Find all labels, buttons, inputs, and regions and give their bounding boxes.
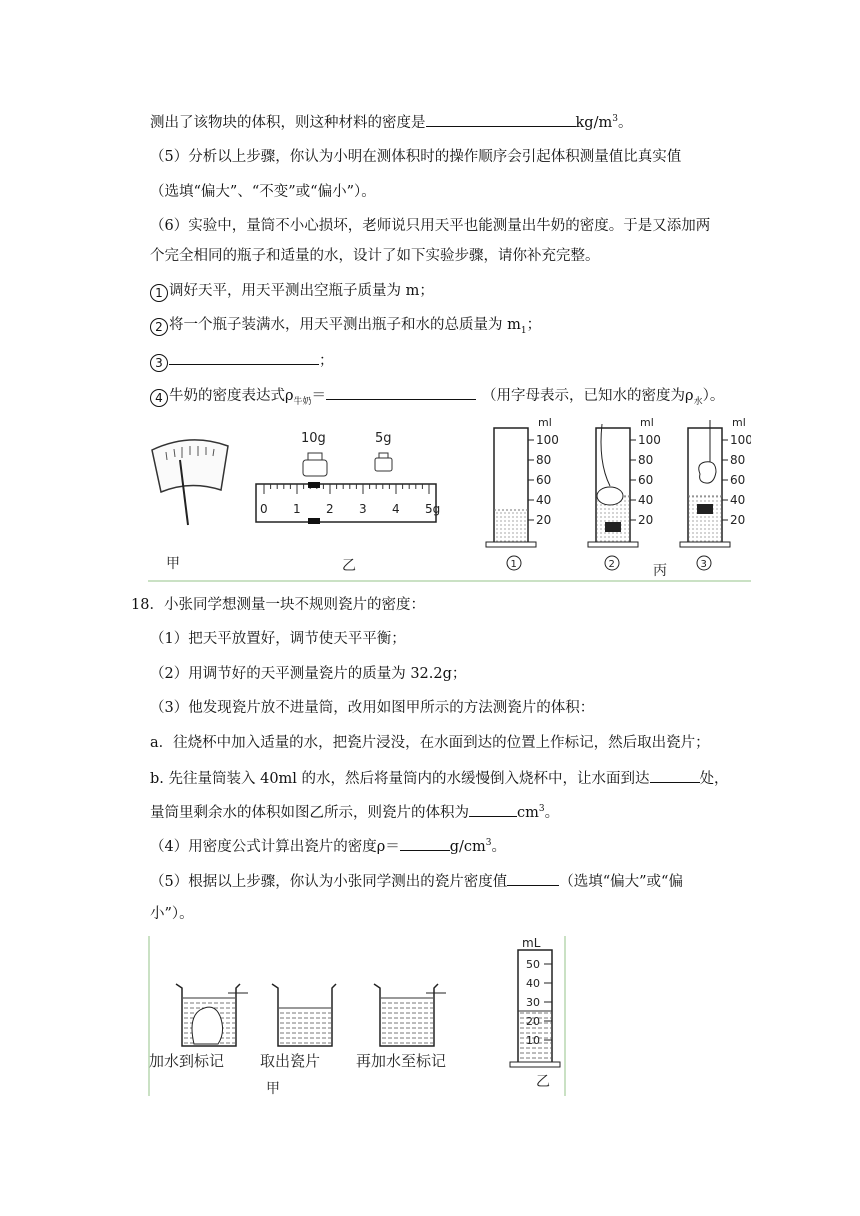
q18-step5 [150, 870, 683, 892]
q18-step3: （3）他发现瓷片放不进量筒，改用如图甲所示的方法测瓷片的体积： [150, 700, 595, 716]
beaker-icon [272, 984, 336, 1046]
cylinder-tick-label: 80 [638, 453, 654, 467]
answer-blank-density[interactable] [426, 111, 576, 127]
q17-part6-line1: （6）实验中，量筒不小心损坏，老师说只用天平也能测量出牛奶的密度。于是又添加两 [150, 218, 711, 234]
step5-text-b: （选填“偏大”或“偏 [559, 874, 683, 890]
punct: 。 [544, 805, 560, 821]
answer-blank-density[interactable] [400, 835, 450, 851]
balance-dial-icon [152, 440, 228, 525]
answer-blank-step3[interactable] [169, 349, 319, 365]
step4-text: （4）用密度公式计算出瓷片的密度ρ＝ [150, 839, 400, 855]
step-b2-text: 量筒里剩余水的体积如图乙所示，则瓷片的体积为 [150, 805, 469, 821]
figure-jia-yi-bing [148, 412, 751, 582]
punct: ； [526, 317, 542, 333]
step4-text: 牛奶的密度表达式ρ [169, 388, 294, 404]
q17-part6-line2: 个完全相同的瓶子和适量的水，设计了如下实验步骤，请你补充完整。 [150, 248, 600, 264]
cylinder-tick-label: 30 [526, 996, 540, 1009]
label-jia: 甲 [266, 1081, 280, 1096]
cylinder-tick-label: 40 [536, 493, 552, 507]
answer-blank-volume[interactable] [469, 801, 517, 817]
punct: ； [419, 283, 434, 299]
q18-step-b-line2 [150, 801, 559, 823]
cylinder-tick-label: 60 [638, 473, 654, 487]
scale-tick-label: 0 [260, 502, 268, 516]
step4-note: （用字母表示，已知水的密度为ρ [482, 388, 694, 404]
cylinder-tick-label: 10 [526, 1034, 540, 1047]
cylinder-unit-label: ml [538, 416, 552, 429]
q18-step5-line2: 小”）。 [150, 906, 194, 922]
subscript: 牛奶 [293, 396, 312, 407]
unit-sup: 3 [485, 838, 492, 849]
cylinder-tick-label: 20 [638, 513, 654, 527]
label-yi: 乙 [342, 558, 356, 574]
weight-10g-icon [303, 453, 327, 476]
label-bing: 丙 [653, 563, 667, 579]
q17-step4 [150, 384, 724, 407]
punct: ； [319, 353, 334, 369]
caption-add-water: 加水到标记 [149, 1052, 225, 1070]
label-jia: 甲 [166, 556, 180, 572]
punct: ）。 [702, 388, 725, 404]
q18-step2: （2）用调节好的天平测量瓷片的质量为 32.2g； [150, 666, 467, 682]
q18-step-a: a．往烧杯中加入适量的水，把瓷片浸没，在水面到达的位置上作标记，然后取出瓷片； [150, 735, 710, 751]
step-number-circle: 3 [150, 354, 168, 372]
scale-tick-label: 4 [392, 502, 400, 516]
scale-tick-label: 5g [425, 502, 441, 516]
unit-sup: 3 [538, 804, 545, 815]
cylinder-tick-label: 100 [730, 433, 751, 447]
scale-tick-label: 1 [293, 502, 301, 516]
cylinder-unit-label: ml [732, 416, 746, 429]
cylinder-number-label: 3 [700, 559, 707, 570]
graduated-cylinder-icon [588, 416, 661, 570]
step2-text: 将一个瓶子装满水，用天平测出瓶子和水的总质量为 m [169, 317, 521, 333]
unit-text: cm [517, 805, 539, 821]
cylinder-tick-label: 100 [536, 433, 559, 447]
cylinder-tick-label: 100 [638, 433, 661, 447]
step5-text: （5）根据以上步骤，你认为小张同学测出的瓷片密度值 [150, 874, 508, 890]
step1-text: 调好天平，用天平测出空瓶子质量为 m [169, 283, 420, 299]
punct: 。 [617, 115, 633, 131]
weight-5g-label: 5g [375, 431, 392, 446]
caption-remove-tile: 取出瓷片 [260, 1052, 321, 1070]
caption-refill: 再加水至标记 [356, 1052, 447, 1070]
q18-step1: （1）把天平放置好，调节使天平平衡； [150, 631, 406, 647]
q17-step2 [150, 315, 541, 336]
cylinder-tick-label: 40 [730, 493, 746, 507]
graduated-cylinder-icon [510, 936, 560, 1067]
punct: 。 [491, 839, 507, 855]
q18-step-b [150, 767, 729, 789]
cylinder-tick-label: 50 [526, 958, 540, 971]
q17-density-text: 测出了该物块的体积，则这种材料的密度是 [150, 115, 426, 131]
q18-step4 [150, 835, 506, 857]
answer-blank-milk-density[interactable] [326, 384, 476, 400]
step-b-text: b. 先往量筒装入 40ml 的水，然后将量筒内的水缓慢倒入烧杯中，让水面到达 [150, 771, 650, 787]
scale-tick-label: 2 [326, 502, 334, 516]
unit-sup: 3 [612, 114, 618, 125]
step-number-circle: 4 [150, 389, 168, 407]
cylinder-number-label: 1 [510, 559, 517, 570]
cylinder-tick-label: 60 [536, 473, 552, 487]
beaker-icon [374, 984, 446, 1046]
weight-5g-icon [375, 453, 392, 471]
cylinder-unit-label: ml [640, 416, 654, 429]
cylinder-tick-label: 40 [638, 493, 654, 507]
weight-10g-label: 10g [301, 431, 326, 446]
answer-blank-bias[interactable] [507, 870, 559, 886]
unit-text: kg/m [575, 115, 613, 131]
cylinder-tick-label: 20 [730, 513, 746, 527]
cylinder-unit-label: mL [522, 936, 541, 950]
label-yi: 乙 [536, 1074, 550, 1090]
unit-text: g/cm [449, 839, 486, 855]
beaker-icon [176, 984, 248, 1046]
subscript: 1 [520, 325, 527, 336]
graduated-cylinder-icon [486, 416, 559, 570]
equals: ＝ [311, 388, 327, 404]
step-number-circle: 2 [150, 318, 168, 336]
cylinder-tick-label: 20 [526, 1015, 540, 1028]
cylinder-number-label: 2 [608, 559, 615, 570]
cylinder-tick-label: 80 [730, 453, 746, 467]
q17-step3 [150, 349, 334, 372]
cylinder-tick-label: 60 [730, 473, 746, 487]
subscript: 水 [693, 396, 703, 407]
cylinder-tick-label: 40 [526, 977, 540, 990]
step-b-end: 处， [699, 771, 729, 787]
cylinder-tick-label: 20 [536, 513, 552, 527]
q17-part5-line2: （选填“偏大”、“不变”或“偏小”）。 [150, 184, 376, 200]
graduated-cylinder-icon [680, 416, 751, 570]
step-number-circle: 1 [150, 284, 168, 302]
figure-beakers [148, 936, 568, 1096]
q18-title: 18．小张同学想测量一块不规则瓷片的密度： [131, 597, 425, 613]
q17-density-line [150, 111, 632, 133]
cylinder-tick-label: 80 [536, 453, 552, 467]
rider-scale [256, 482, 436, 524]
scale-tick-label: 3 [359, 502, 367, 516]
q17-part5-line1: （5）分析以上步骤，你认为小明在测体积时的操作顺序会引起体积测量值比真实值 [150, 149, 682, 165]
q17-step1 [150, 281, 434, 302]
answer-blank-mark[interactable] [650, 767, 700, 783]
